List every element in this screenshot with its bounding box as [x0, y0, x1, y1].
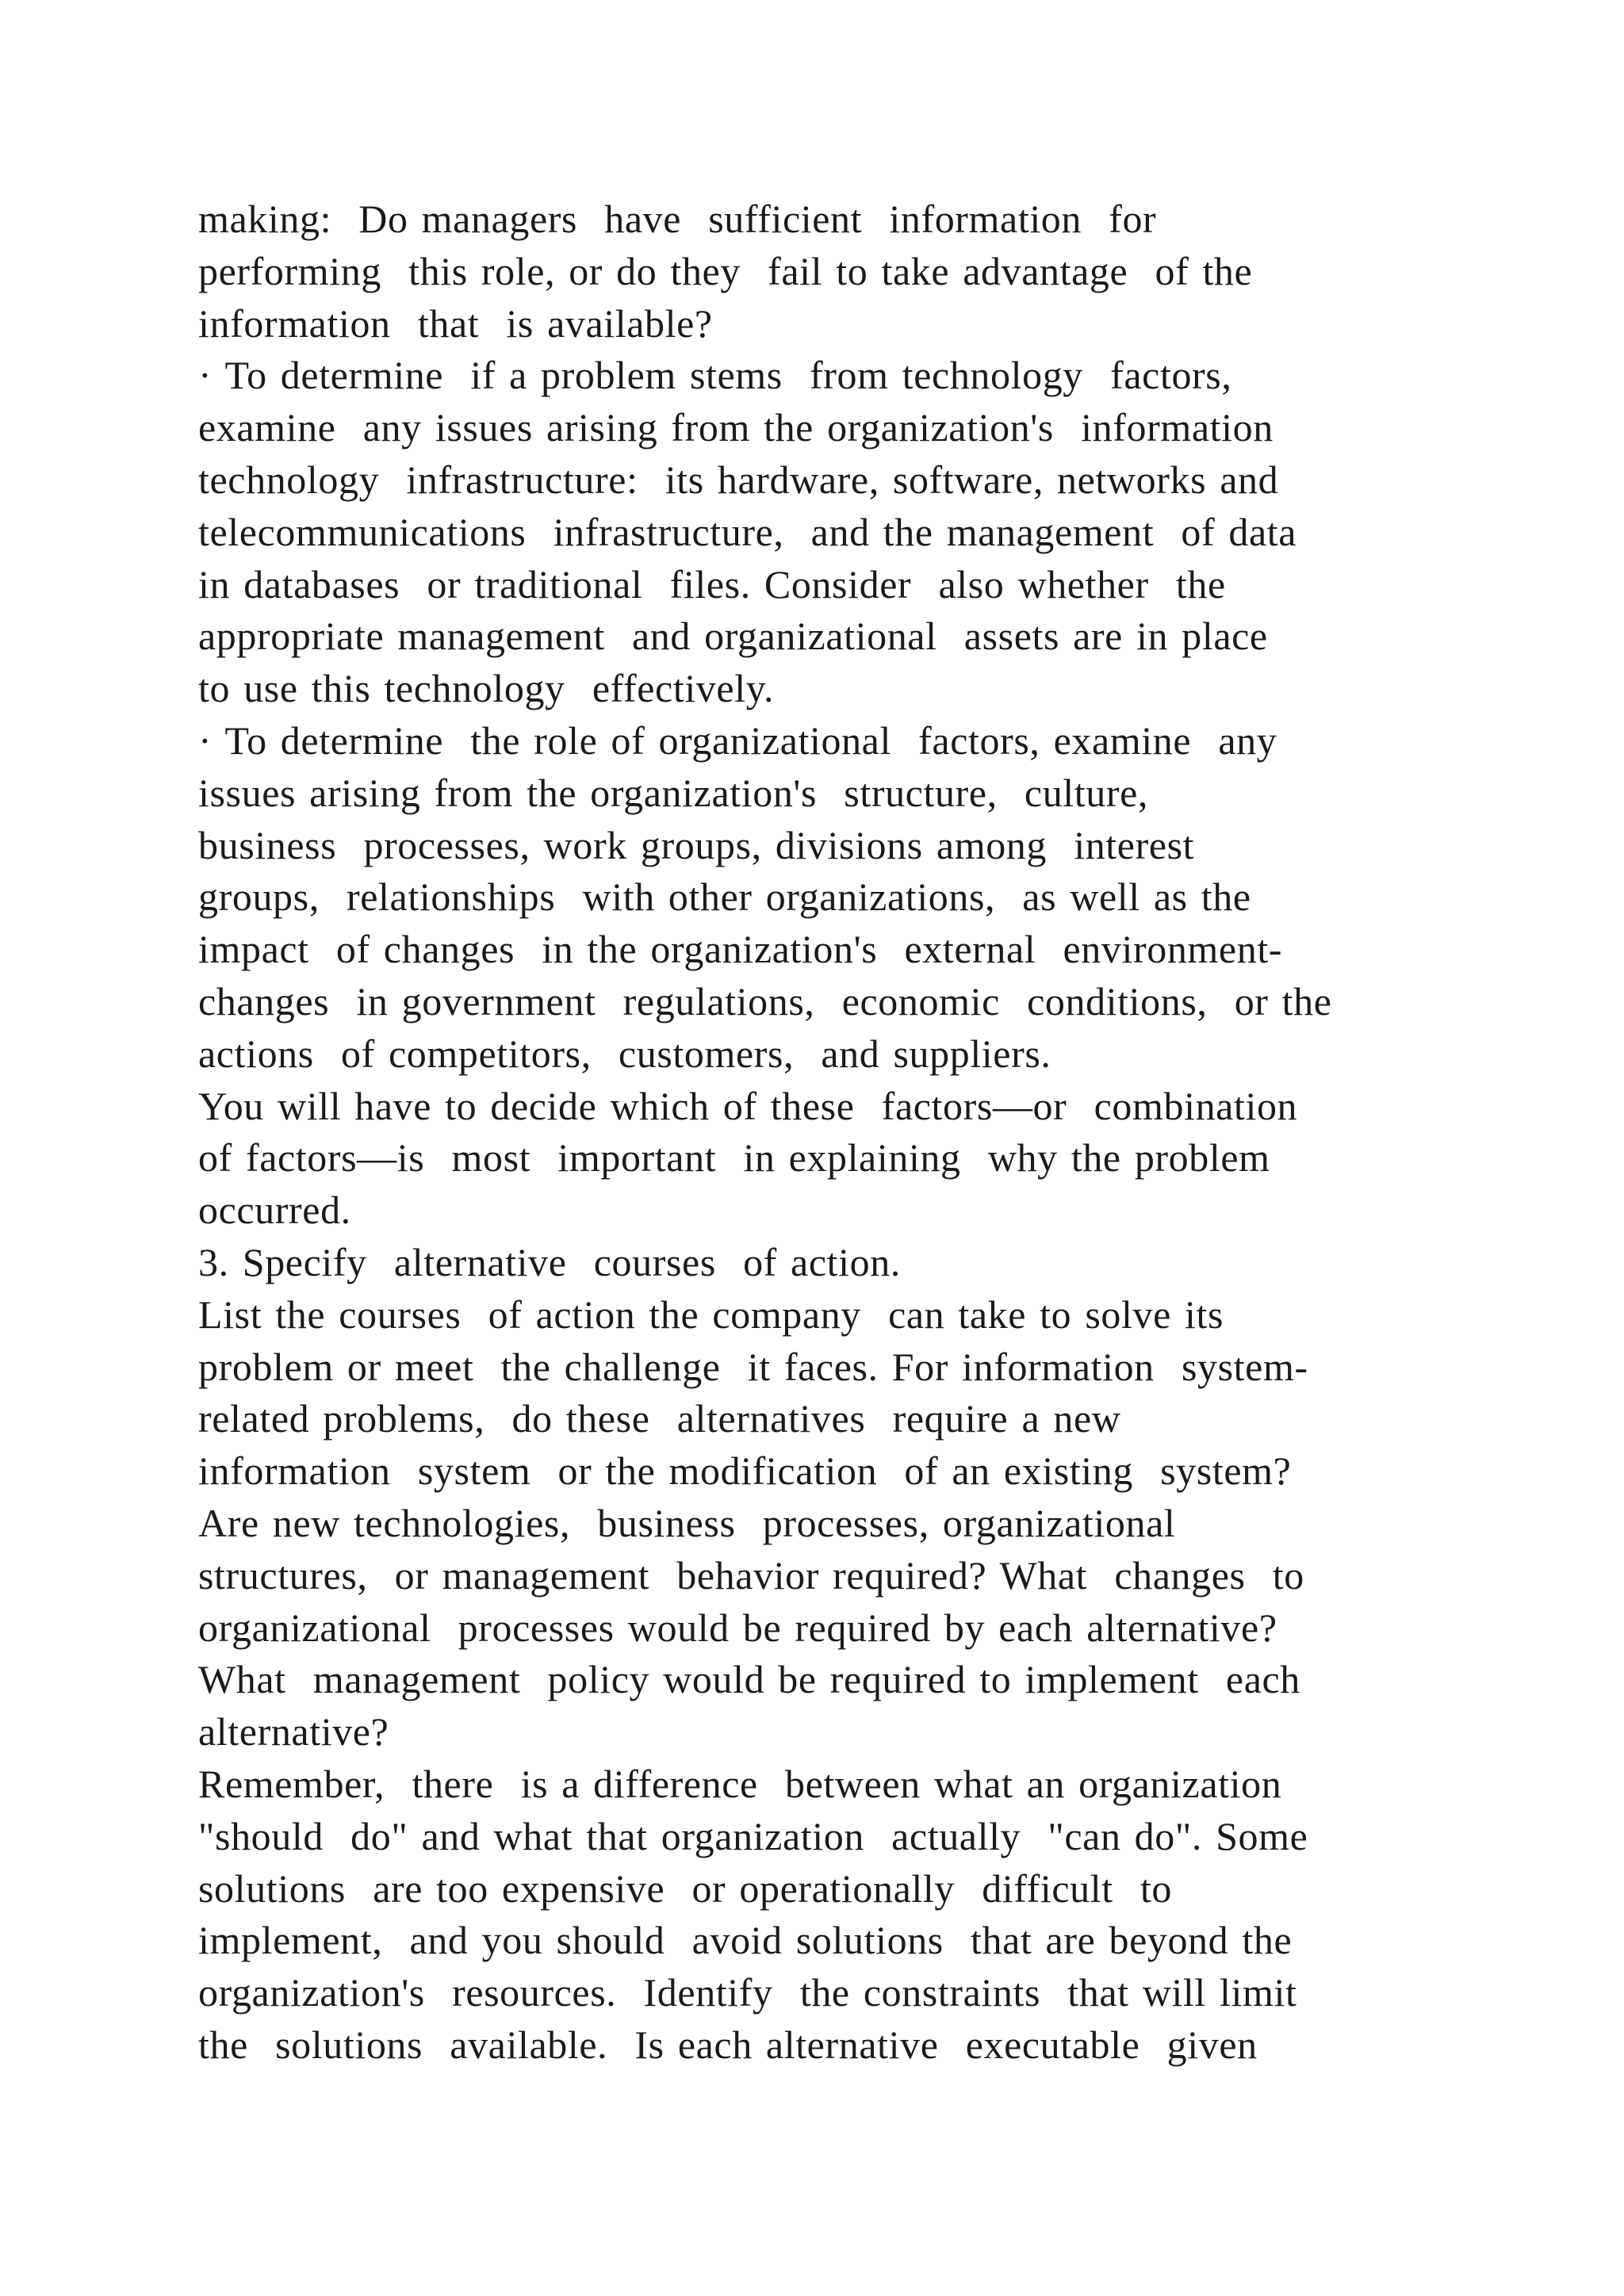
- text-line: occurred.: [198, 1188, 351, 1233]
- text-line: structures, or management behavior required? What changes to: [198, 1552, 1304, 1598]
- text-line: in databases or traditional files. Consider also whether the: [198, 561, 1226, 607]
- text-line: performing this role, or do they fail to take advantage of the: [198, 248, 1253, 293]
- text-line: examine any issues arising from the organization's information: [198, 405, 1274, 450]
- text-line: technology infrastructure: its hardware, software, networks and: [198, 457, 1279, 502]
- text-line: actions of competitors, customers, and suppliers.: [198, 1031, 1051, 1076]
- text-line: groups, relationships with other organizations, as well as the: [198, 874, 1251, 920]
- text-line: related problems, do these alternatives require a new: [198, 1396, 1121, 1441]
- text-line: appropriate management and organizational assets are in place: [198, 614, 1268, 659]
- text-line: Remember, there is a difference between what an organization: [198, 1761, 1282, 1806]
- text-line: · To determine the role of organizational factors, examine any: [198, 718, 1277, 763]
- text-line: What management policy would be required to implement each: [198, 1657, 1300, 1702]
- text-line: · To determine if a problem stems from technology factors,: [198, 353, 1232, 398]
- text-line: changes in government regulations, economic conditions, or the: [198, 978, 1332, 1024]
- text-line: information that is available?: [198, 300, 713, 346]
- text-line: to use this technology effectively.: [198, 666, 775, 711]
- text-line: Are new technologies, business processes, organizational: [198, 1500, 1176, 1545]
- text-line: issues arising from the organization's structure, culture,: [198, 770, 1149, 815]
- text-line: telecommunications infrastructure, and the management of data: [198, 509, 1297, 554]
- text-line: information system or the modification of an existing system?: [198, 1448, 1292, 1494]
- text-line: of factors—is most important in explaining why the problem: [198, 1135, 1270, 1181]
- body-text: [198, 193, 1467, 2072]
- text-line: organizational processes would be required by each alternative?: [198, 1605, 1277, 1650]
- text-line: impact of changes in the organization's external environment-: [198, 927, 1283, 972]
- text-line: solutions are too expensive or operationally difficult to: [198, 1866, 1173, 1911]
- text-line: problem or meet the challenge it faces. For information system-: [198, 1344, 1308, 1389]
- text-line: "should do" and what that organization actually "can do". Some: [198, 1813, 1308, 1858]
- text-line: business processes, work groups, divisions among interest: [198, 822, 1195, 867]
- text-line: You will have to decide which of these factors—or combination: [198, 1083, 1298, 1128]
- text-line: alternative?: [198, 1709, 389, 1755]
- text-line: making: Do managers have sufficient information for: [198, 197, 1157, 241]
- text-line: implement, and you should avoid solutions that are beyond the: [198, 1918, 1293, 1963]
- text-line: the solutions available. Is each alternative executable given: [198, 2022, 1258, 2067]
- text-line: 3. Specify alternative courses of action.: [198, 1239, 901, 1284]
- text-line: organization's resources. Identify the constraints that will limit: [198, 1970, 1297, 2015]
- text-line: List the courses of action the company can take to solve its: [198, 1292, 1224, 1337]
